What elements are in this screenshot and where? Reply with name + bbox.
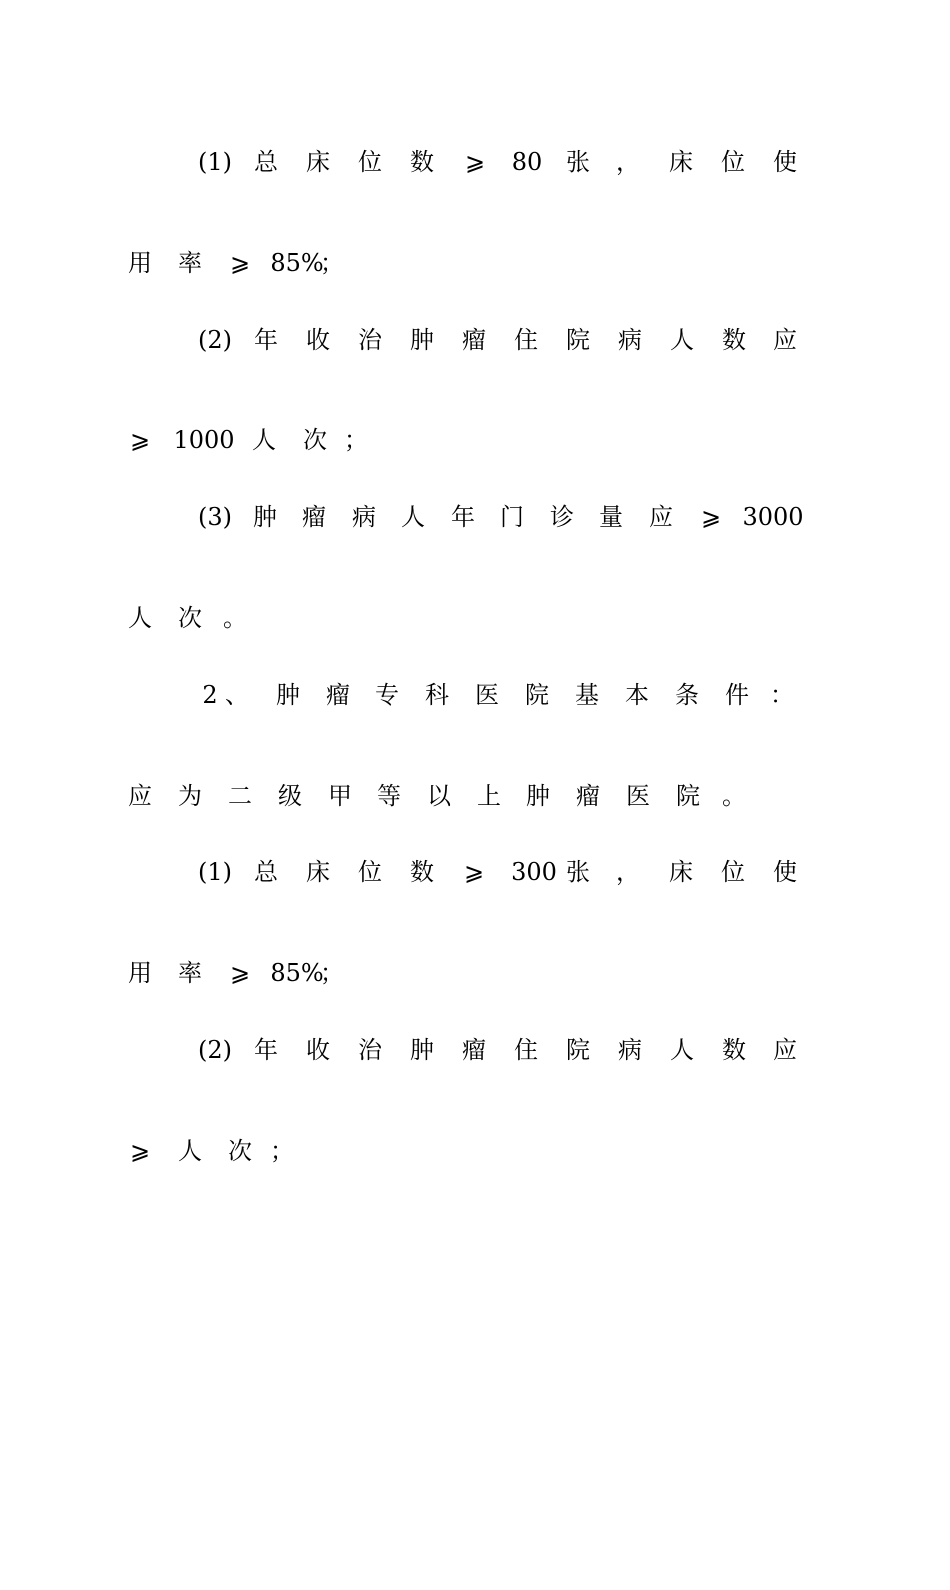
paragraph-line-1: [0, 142, 950, 182]
text-token: 病: [352, 503, 376, 531]
text-token: 甲: [328, 782, 352, 810]
text-token: 为: [178, 782, 202, 810]
paragraph-line-2: [0, 243, 950, 283]
paragraph-line-11: [0, 1030, 950, 1070]
text-token: (1): [198, 858, 232, 886]
text-token: 院: [566, 326, 590, 354]
text-token: (1): [198, 148, 232, 176]
paragraph-line-4: [0, 420, 950, 460]
text-token: 用: [128, 249, 152, 277]
text-token: 件: [725, 681, 749, 709]
text-token: (3): [198, 503, 232, 531]
text-token: 医: [626, 782, 650, 810]
text-token: 床: [669, 858, 693, 886]
text-token: 位: [721, 858, 745, 886]
text-token: 瘤: [326, 681, 350, 709]
text-token: 上: [477, 782, 501, 810]
paragraph-line-3: [0, 320, 950, 360]
text-token: 张: [566, 148, 590, 176]
text-token: ⩾: [129, 1137, 151, 1165]
text-token: 85%: [270, 959, 324, 987]
text-token: 总: [254, 858, 278, 886]
paragraph-line-8: [0, 776, 950, 816]
text-token: 瘤: [462, 1036, 486, 1064]
text-token: ⩾: [129, 426, 151, 454]
text-token: 人: [128, 604, 152, 632]
text-token: 肿: [410, 1036, 434, 1064]
paragraph-line-7: [0, 675, 950, 715]
text-token: 次: [303, 426, 327, 454]
text-token: 数: [722, 1036, 746, 1064]
text-token: 专: [375, 681, 399, 709]
text-token: 位: [358, 148, 382, 176]
text-token: 、: [225, 681, 249, 709]
text-token: 应: [773, 326, 797, 354]
text-token: ；: [320, 959, 344, 987]
text-token: 基: [575, 681, 599, 709]
text-token: ⩾: [463, 858, 485, 886]
text-token: ⩾: [700, 503, 722, 531]
text-token: ；: [344, 426, 368, 454]
text-token: 率: [178, 959, 202, 987]
text-token: 人: [670, 1036, 694, 1064]
text-token: ，: [616, 148, 640, 176]
text-token: 年: [254, 1036, 278, 1064]
text-token: 数: [722, 326, 746, 354]
text-token: 位: [358, 858, 382, 886]
text-token: 人: [670, 326, 694, 354]
text-token: 条: [675, 681, 699, 709]
text-token: 量: [599, 503, 623, 531]
text-token: 院: [525, 681, 549, 709]
text-token: 85%: [270, 249, 324, 277]
text-token: 肿: [253, 503, 277, 531]
text-token: 院: [566, 1036, 590, 1064]
text-token: 300: [511, 858, 557, 886]
paragraph-line-6: [0, 598, 950, 638]
text-token: 位: [721, 148, 745, 176]
text-token: 床: [306, 148, 330, 176]
text-token: 住: [514, 1036, 538, 1064]
text-token: 2: [202, 681, 218, 709]
text-token: 住: [514, 326, 538, 354]
text-token: 肿: [526, 782, 550, 810]
text-token: 人: [178, 1137, 202, 1165]
text-token: 等: [377, 782, 401, 810]
text-token: 科: [425, 681, 449, 709]
text-token: 应: [773, 1036, 797, 1064]
text-token: 总: [254, 148, 278, 176]
text-token: 诊: [550, 503, 574, 531]
text-token: 人: [401, 503, 425, 531]
text-token: 瘤: [462, 326, 486, 354]
text-token: 人: [252, 426, 276, 454]
text-token: 病: [618, 1036, 642, 1064]
text-token: 张: [566, 858, 590, 886]
text-token: 率: [178, 249, 202, 277]
paragraph-line-9: [0, 852, 950, 892]
text-token: 收: [306, 326, 330, 354]
text-token: 年: [254, 326, 278, 354]
text-token: 次: [228, 1137, 252, 1165]
text-token: 使: [773, 148, 797, 176]
text-token: 以: [427, 782, 451, 810]
text-token: 。: [722, 782, 746, 810]
text-token: ⩾: [229, 959, 251, 987]
text-token: ；: [270, 1137, 294, 1165]
text-token: (2): [198, 326, 232, 354]
text-token: 二: [228, 782, 252, 810]
text-token: 应: [649, 503, 673, 531]
text-token: 3000: [742, 503, 804, 531]
text-token: ⩾: [464, 148, 486, 176]
text-token: 床: [306, 858, 330, 886]
text-token: 数: [410, 858, 434, 886]
text-token: 瘤: [576, 782, 600, 810]
text-token: ：: [770, 681, 794, 709]
text-token: 病: [618, 326, 642, 354]
text-token: ；: [320, 249, 344, 277]
text-token: 应: [128, 782, 152, 810]
text-token: 床: [669, 148, 693, 176]
text-token: ⩾: [229, 249, 251, 277]
text-token: 治: [358, 1036, 382, 1064]
text-token: 。: [223, 604, 247, 632]
text-token: 医: [475, 681, 499, 709]
text-token: 年: [451, 503, 475, 531]
text-token: 瘤: [302, 503, 326, 531]
text-token: 肿: [410, 326, 434, 354]
text-token: 使: [773, 858, 797, 886]
text-token: 数: [410, 148, 434, 176]
paragraph-line-10: [0, 953, 950, 993]
text-token: 80: [511, 148, 543, 176]
text-token: 本: [625, 681, 649, 709]
text-token: 院: [676, 782, 700, 810]
text-token: 收: [306, 1036, 330, 1064]
text-token: 次: [178, 604, 202, 632]
text-token: 级: [278, 782, 302, 810]
text-token: 治: [358, 326, 382, 354]
text-token: ，: [616, 858, 640, 886]
text-token: 肿: [276, 681, 300, 709]
paragraph-line-12: [0, 1131, 950, 1171]
text-token: 用: [128, 959, 152, 987]
text-token: 门: [500, 503, 524, 531]
text-token: (2): [198, 1036, 232, 1064]
paragraph-line-5: [0, 497, 950, 537]
text-token: 1000: [173, 426, 235, 454]
